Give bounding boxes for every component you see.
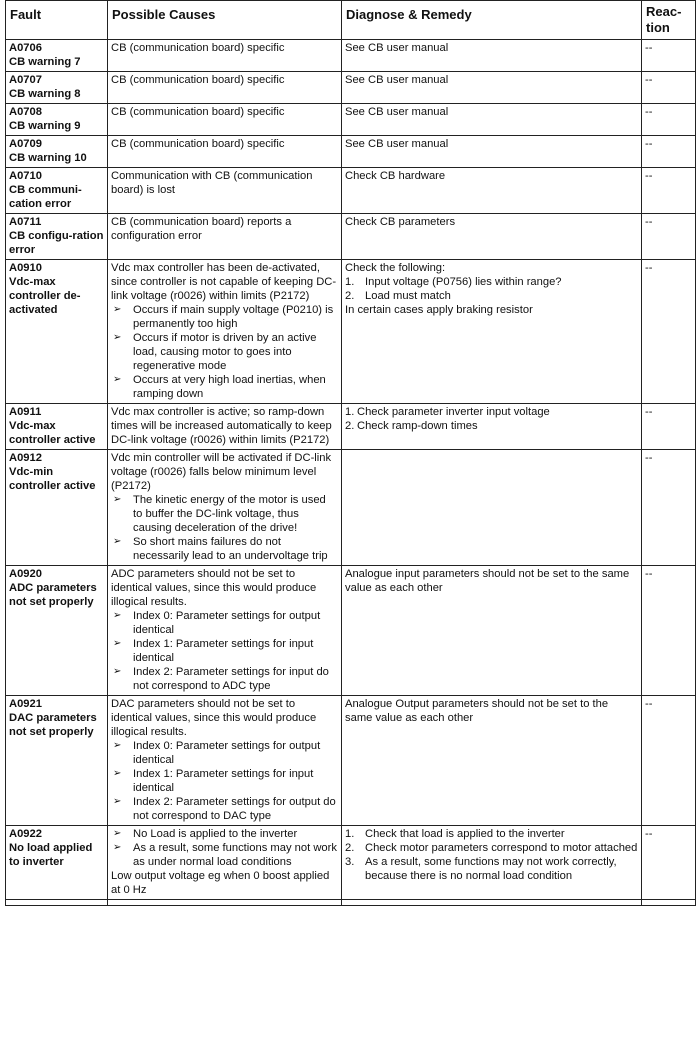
cause-bullet-item	[111, 767, 338, 795]
diagnose-remedy-cell	[342, 72, 642, 104]
diagnose-remedy-cell	[342, 168, 642, 214]
cause-bullet-item	[111, 609, 338, 637]
remedy-step-text: Check motor parameters correspond to motor attached	[365, 842, 638, 854]
arrow-bullet-icon: ➢	[113, 638, 122, 649]
fault-cell	[6, 136, 108, 168]
fault-code: A0912	[9, 452, 42, 464]
remedy-step	[345, 419, 638, 433]
cause-text: Communication with CB (communication board) is lost	[111, 170, 313, 196]
cause-bullet-item	[111, 665, 338, 693]
reaction-cell: --	[642, 404, 696, 450]
diagnose-remedy-cell	[342, 404, 642, 450]
table-row	[6, 168, 696, 214]
empty-cell	[6, 900, 108, 906]
fault-name: CB warning 7	[9, 56, 81, 68]
cause-bullet-item	[111, 331, 338, 373]
cause-bullet-item	[111, 535, 338, 563]
fault-table	[5, 0, 696, 906]
cause-text: CB (communication board) reports a configuration error	[111, 216, 292, 242]
cause-text: Vdc min controller will be activated if DC-link voltage (r0026) falls below minimum level (P2172)	[111, 452, 332, 492]
cause-text: ADC parameters should not be set to identical values, since this would produce illogical results.	[111, 568, 317, 608]
table-header-row	[6, 1, 696, 40]
diagnose-remedy-cell	[342, 566, 642, 696]
cause-bullet-item	[111, 303, 338, 331]
cause-bullet-item	[111, 373, 338, 401]
diagnose-remedy-cell	[342, 214, 642, 260]
header-diagnose-remedy: Diagnose & Remedy	[342, 1, 642, 40]
remedy-step	[345, 855, 638, 883]
fault-cell	[6, 40, 108, 72]
remedy-step	[345, 275, 638, 289]
fault-code: A0911	[9, 406, 42, 418]
arrow-bullet-icon: ➢	[113, 332, 122, 343]
cause-bullet-text: So short mains failures do not necessarily lead to an undervoltage trip	[133, 536, 328, 562]
header-reaction: Reac-tion	[642, 1, 696, 40]
remedy-text: See CB user manual	[345, 74, 449, 86]
table-row	[6, 450, 696, 566]
empty-cell	[108, 900, 342, 906]
fault-cell	[6, 696, 108, 826]
arrow-bullet-icon: ➢	[113, 304, 122, 315]
cause-bullet-item	[111, 637, 338, 665]
remedy-step-text: As a result, some functions may not work correctly, because there is no normal load condition	[365, 856, 617, 882]
fault-code: A0711	[9, 216, 42, 228]
cause-text: CB (communication board) specific	[111, 42, 285, 54]
remedy-step-number: 2.	[345, 842, 355, 854]
header-possible-causes: Possible Causes	[108, 1, 342, 40]
diagnose-remedy-cell	[342, 136, 642, 168]
fault-name: CB warning 8	[9, 88, 81, 100]
arrow-bullet-icon: ➢	[113, 374, 122, 385]
fault-code: A0707	[9, 74, 42, 86]
table-row	[6, 260, 696, 404]
arrow-bullet-icon: ➢	[113, 842, 122, 853]
fault-code: A0921	[9, 698, 42, 710]
diagnose-remedy-cell	[342, 450, 642, 566]
table-row	[6, 214, 696, 260]
cause-bullet-text: Index 2: Parameter settings for output do not correspond to DAC type	[133, 796, 336, 822]
possible-causes-cell	[108, 72, 342, 104]
fault-cell	[6, 450, 108, 566]
possible-causes-cell	[108, 450, 342, 566]
diagnose-remedy-cell	[342, 260, 642, 404]
cause-bullet-text: Index 1: Parameter settings for input identical	[133, 638, 314, 664]
cause-bullet-text: Index 2: Parameter settings for input do not correspond to ADC type	[133, 666, 329, 692]
cause-bullet-list	[111, 303, 338, 401]
cause-bullet-list	[111, 493, 338, 563]
cause-bullet-text: Index 0: Parameter settings for output identical	[133, 610, 321, 636]
table-row	[6, 40, 696, 72]
fault-code: A0708	[9, 106, 42, 118]
diagnose-remedy-cell	[342, 696, 642, 826]
remedy-step	[345, 827, 638, 841]
cause-text: CB (communication board) specific	[111, 74, 285, 86]
fault-name: CB warning 9	[9, 120, 81, 132]
remedy-step	[345, 841, 638, 855]
fault-cell	[6, 826, 108, 900]
remedy-step-number: 1.	[345, 828, 355, 840]
possible-causes-cell	[108, 826, 342, 900]
cause-bullet-item	[111, 795, 338, 823]
remedy-step-text: Check that load is applied to the inverter	[365, 828, 565, 840]
empty-cell	[342, 900, 642, 906]
possible-causes-cell	[108, 214, 342, 260]
remedy-step-list	[345, 275, 638, 303]
cause-bullet-list	[111, 827, 338, 869]
fault-code: A0706	[9, 42, 42, 54]
table-row	[6, 566, 696, 696]
fault-cell	[6, 104, 108, 136]
arrow-bullet-icon: ➢	[113, 666, 122, 677]
fault-name: DAC parameters not set properly	[9, 712, 97, 738]
table-row	[6, 696, 696, 826]
remedy-step-text: Check ramp-down times	[357, 420, 478, 432]
reaction-cell: --	[642, 826, 696, 900]
fault-cell	[6, 214, 108, 260]
fault-code: A0922	[9, 828, 42, 840]
remedy-step	[345, 405, 638, 419]
remedy-step-list	[345, 405, 638, 433]
fault-code: A0910	[9, 262, 42, 274]
possible-causes-cell	[108, 404, 342, 450]
cause-bullet-text: Occurs at very high load inertias, when ramping down	[133, 374, 326, 400]
remedy-text: Check CB parameters	[345, 216, 456, 228]
cause-bullet-text: The kinetic energy of the motor is used to buffer the DC-link voltage, thus causing deceleration of the drive!	[133, 494, 326, 534]
remedy-step	[345, 289, 638, 303]
cause-bullet-text: Index 0: Parameter settings for output identical	[133, 740, 321, 766]
table-body	[6, 40, 696, 906]
possible-causes-cell	[108, 104, 342, 136]
fault-cell	[6, 404, 108, 450]
reaction-cell: --	[642, 566, 696, 696]
reaction-cell: --	[642, 136, 696, 168]
fault-name: ADC parameters not set properly	[9, 582, 97, 608]
remedy-step-text: Check parameter inverter input voltage	[357, 406, 550, 418]
remedy-text: See CB user manual	[345, 138, 449, 150]
remedy-step-number: 1.	[345, 276, 355, 288]
possible-causes-cell	[108, 260, 342, 404]
cause-text: CB (communication board) specific	[111, 138, 285, 150]
table-row	[6, 104, 696, 136]
fault-name: Vdc-min controller active	[9, 466, 96, 492]
cause-note: Low output voltage eg when 0 boost applied at 0 Hz	[111, 870, 330, 896]
fault-code: A0920	[9, 568, 42, 580]
cause-bullet-text: As a result, some functions may not work as under normal load conditions	[133, 842, 337, 868]
cause-text: Vdc max controller has been de-activated, since controller is not capable of keeping DC-link voltage (r0026) within limits (P2172)	[111, 262, 337, 302]
reaction-cell: --	[642, 72, 696, 104]
reaction-cell: --	[642, 450, 696, 566]
fault-name: No load applied to inverter	[9, 842, 93, 868]
cause-bullet-item	[111, 827, 338, 841]
cause-bullet-list	[111, 609, 338, 693]
arrow-bullet-icon: ➢	[113, 494, 122, 505]
remedy-text: Analogue Output parameters should not be set to the same value as each other	[345, 698, 609, 724]
fault-cell	[6, 168, 108, 214]
possible-causes-cell	[108, 136, 342, 168]
remedy-step-number: 2.	[345, 420, 355, 432]
cause-bullet-text: Index 1: Parameter settings for input identical	[133, 768, 314, 794]
possible-causes-cell	[108, 40, 342, 72]
cause-bullet-item	[111, 493, 338, 535]
remedy-step-list	[345, 827, 638, 883]
reaction-cell: --	[642, 260, 696, 404]
remedy-step-text: Load must match	[365, 290, 451, 302]
arrow-bullet-icon: ➢	[113, 828, 122, 839]
fault-cell	[6, 260, 108, 404]
fault-cell	[6, 566, 108, 696]
possible-causes-cell	[108, 566, 342, 696]
fault-name: Vdc-max controller de-activated	[9, 276, 81, 316]
cause-bullet-item	[111, 841, 338, 869]
cause-bullet-list	[111, 739, 338, 823]
remedy-note: In certain cases apply braking resistor	[345, 304, 533, 316]
fault-table-page	[5, 0, 695, 906]
fault-name: CB communi-cation error	[9, 184, 82, 210]
remedy-step-text: Input voltage (P0756) lies within range?	[365, 276, 562, 288]
reaction-cell: --	[642, 696, 696, 826]
fault-code: A0709	[9, 138, 42, 150]
table-row	[6, 404, 696, 450]
cause-text: CB (communication board) specific	[111, 106, 285, 118]
fault-cell	[6, 72, 108, 104]
remedy-text: Check the following:	[345, 262, 446, 274]
remedy-text: Analogue input parameters should not be set to the same value as each other	[345, 568, 630, 594]
possible-causes-cell	[108, 168, 342, 214]
fault-name: CB warning 10	[9, 152, 87, 164]
remedy-text: See CB user manual	[345, 106, 449, 118]
cause-bullet-item	[111, 739, 338, 767]
arrow-bullet-icon: ➢	[113, 536, 122, 547]
cause-text: Vdc max controller is active; so ramp-down times will be increased automatically to keep DC-link voltage (r0026) within limits (P2172)	[111, 406, 332, 446]
header-fault: Fault	[6, 1, 108, 40]
cause-bullet-text: No Load is applied to the inverter	[133, 828, 298, 840]
arrow-bullet-icon: ➢	[113, 740, 122, 751]
table-row	[6, 826, 696, 900]
cause-bullet-text: Occurs if motor is driven by an active load, causing motor to goes into regenerative mode	[133, 332, 317, 372]
cause-text: DAC parameters should not be set to identical values, since this would produce illogical results.	[111, 698, 317, 738]
diagnose-remedy-cell	[342, 40, 642, 72]
remedy-step-number: 3.	[345, 856, 355, 868]
possible-causes-cell	[108, 696, 342, 826]
fault-name: Vdc-max controller active	[9, 420, 96, 446]
diagnose-remedy-cell	[342, 104, 642, 136]
remedy-text: Check CB hardware	[345, 170, 446, 182]
diagnose-remedy-cell	[342, 826, 642, 900]
table-row	[6, 72, 696, 104]
arrow-bullet-icon: ➢	[113, 796, 122, 807]
fault-name: CB configu-ration error	[9, 230, 104, 256]
arrow-bullet-icon: ➢	[113, 610, 122, 621]
remedy-step-number: 1.	[345, 406, 355, 418]
reaction-cell: --	[642, 40, 696, 72]
remedy-step-number: 2.	[345, 290, 355, 302]
remedy-text: See CB user manual	[345, 42, 449, 54]
table-row	[6, 136, 696, 168]
arrow-bullet-icon: ➢	[113, 768, 122, 779]
reaction-cell: --	[642, 168, 696, 214]
cause-bullet-text: Occurs if main supply voltage (P0210) is permanently too high	[133, 304, 334, 330]
table-row-cutoff	[6, 900, 696, 906]
reaction-cell: --	[642, 214, 696, 260]
reaction-cell: --	[642, 104, 696, 136]
fault-code: A0710	[9, 170, 42, 182]
empty-cell	[642, 900, 696, 906]
